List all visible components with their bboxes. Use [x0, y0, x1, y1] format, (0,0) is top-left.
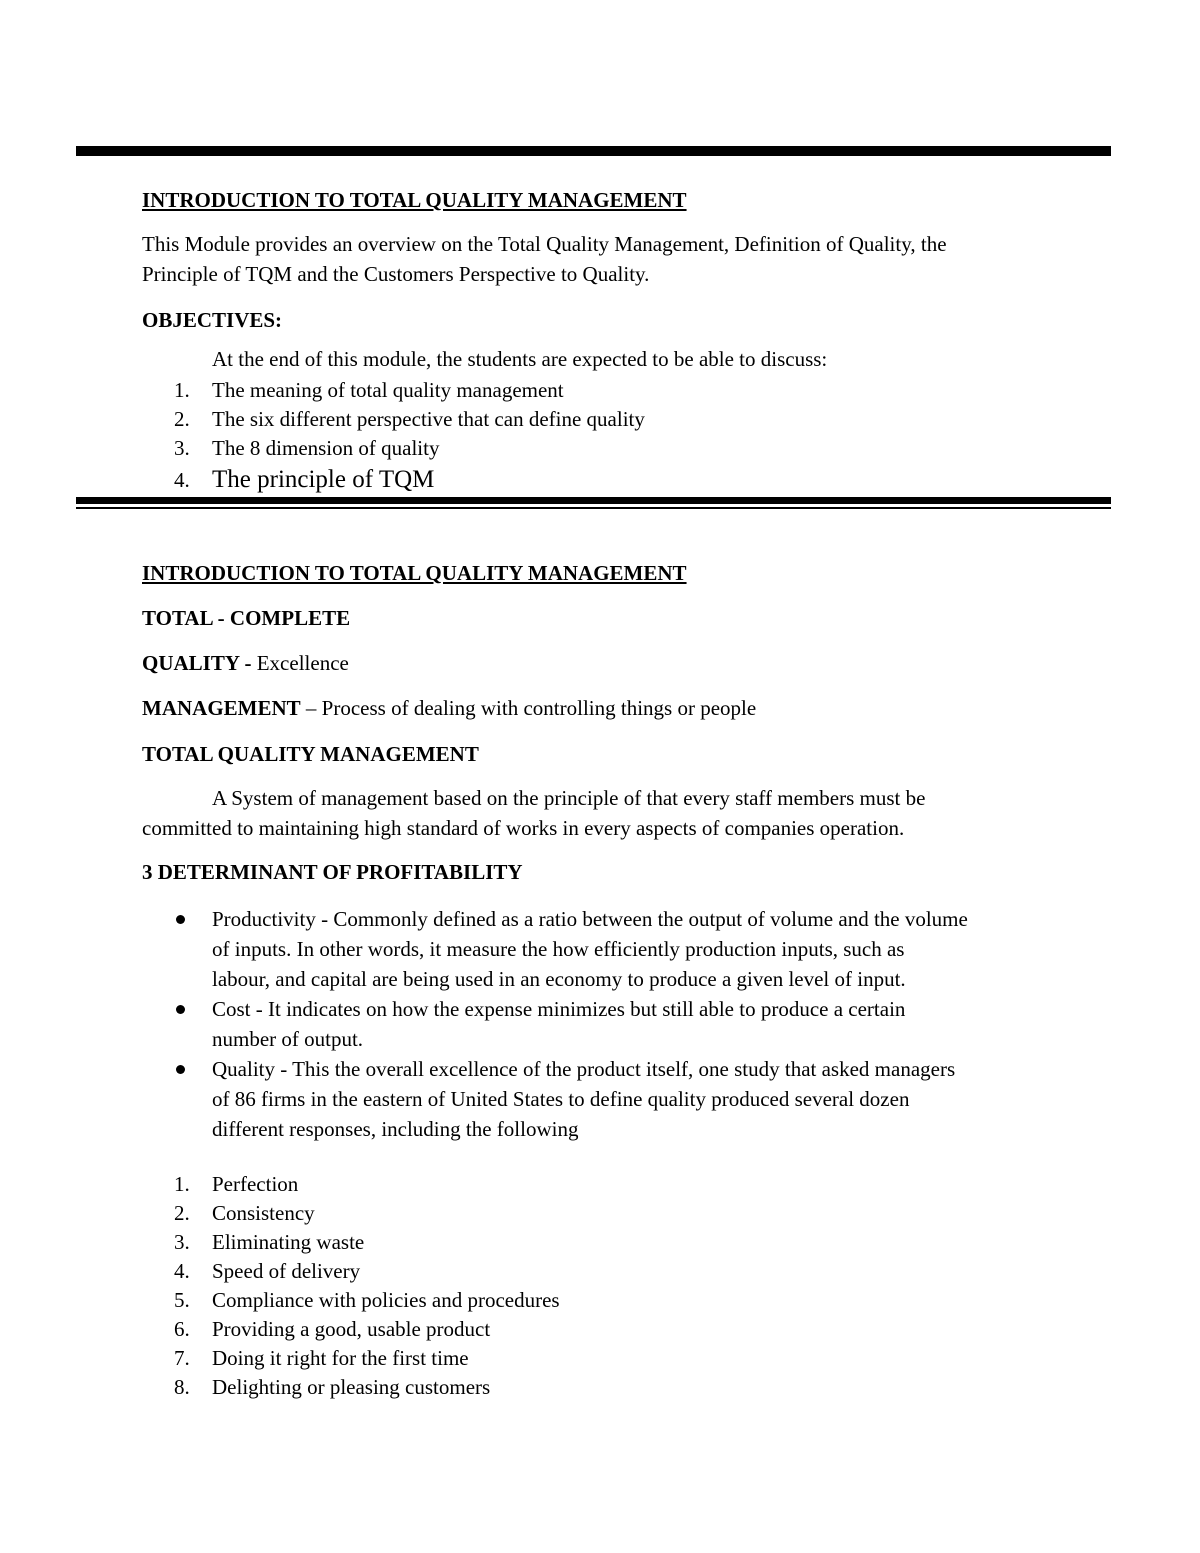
management-definition [142, 693, 1082, 723]
bullet-item [170, 1054, 1070, 1144]
bullet-line: of inputs. In other words, it measure the how efficiently production inputs, such as [212, 937, 905, 961]
management-def: – Process of dealing with controlling things or people [300, 696, 757, 720]
list-text: Consistency [212, 1201, 315, 1225]
bullet-line: of 86 firms in the eastern of United States to define quality produced several dozen [212, 1087, 910, 1111]
tqm-def-line: A System of management based on the principle of that every staff members must be [212, 786, 926, 810]
list-text: Compliance with policies and procedures [212, 1288, 560, 1312]
list-text: Doing it right for the first time [212, 1346, 469, 1370]
list-number: 3. [174, 436, 190, 460]
objectives-heading: OBJECTIVES: [142, 308, 283, 332]
quality-definition [142, 648, 1082, 678]
bullet-line: Cost - It indicates on how the expense minimizes but still able to produce a certain [212, 997, 906, 1021]
quality-term: QUALITY - [142, 651, 252, 675]
list-number: 6. [174, 1317, 190, 1341]
list-text: The meaning of total quality management [212, 378, 564, 402]
list-text: Perfection [212, 1172, 299, 1196]
objectives-intro: At the end of this module, the students are expected to be able to discuss: [212, 347, 828, 371]
list-number: 1. [174, 1172, 190, 1196]
list-number: 5. [174, 1288, 190, 1312]
bullet-line: number of output. [212, 1027, 364, 1051]
double-rule [76, 497, 1111, 509]
bullet-item [170, 994, 1070, 1054]
tqm-def-line: committed to maintaining high standard of works in every aspects of companies operation. [142, 816, 905, 840]
list-text: Speed of delivery [212, 1259, 361, 1283]
list-number: 4. [174, 1259, 190, 1283]
list-number: 2. [174, 407, 190, 431]
overview-line: This Module provides an overview on the Total Quality Management, Definition of Quality, the [142, 232, 947, 256]
rule-thick [76, 497, 1111, 504]
bullet-line: Quality - This the overall excellence of the product itself, one study that asked managers [212, 1057, 956, 1081]
list-number: 4. [174, 468, 190, 492]
list-text: Providing a good, usable product [212, 1317, 491, 1341]
bullet-item [170, 904, 1070, 994]
list-number: 8. [174, 1375, 190, 1399]
rule-thin [76, 507, 1111, 509]
total-definition: TOTAL - COMPLETE [142, 606, 351, 630]
tqm-definition [142, 783, 1082, 843]
tqm-heading: TOTAL QUALITY MANAGEMENT [142, 742, 479, 766]
list-number: 2. [174, 1201, 190, 1225]
section1-title: INTRODUCTION TO TOTAL QUALITY MANAGEMENT [142, 188, 687, 212]
overview-line: Principle of TQM and the Customers Perspective to Quality. [142, 262, 650, 286]
list-text: The principle of TQM [212, 466, 435, 493]
section2-title: INTRODUCTION TO TOTAL QUALITY MANAGEMENT [142, 561, 687, 585]
list-text: Delighting or pleasing customers [212, 1375, 491, 1399]
list-text: Eliminating waste [212, 1230, 365, 1254]
list-number: 3. [174, 1230, 190, 1254]
bullet-icon [176, 1005, 185, 1014]
bullet-icon [176, 1065, 185, 1074]
determinants-list [170, 904, 1070, 1144]
bullet-line: Productivity - Commonly defined as a ratio between the output of volume and the volume [212, 907, 968, 931]
list-text: The 8 dimension of quality [212, 436, 440, 460]
list-text: The six different perspective that can define quality [212, 407, 645, 431]
bullet-line: different responses, including the following [212, 1117, 579, 1141]
bullet-icon [176, 915, 185, 924]
list-number: 7. [174, 1346, 190, 1370]
management-term: MANAGEMENT [142, 696, 301, 720]
section1-overview [142, 229, 1082, 289]
top-rule [76, 146, 1111, 156]
bullet-line: labour, and capital are being used in an economy to produce a given level of input. [212, 967, 906, 991]
quality-def: Excellence [251, 651, 349, 675]
list-number: 1. [174, 378, 190, 402]
determinants-heading: 3 DETERMINANT OF PROFITABILITY [142, 860, 523, 884]
